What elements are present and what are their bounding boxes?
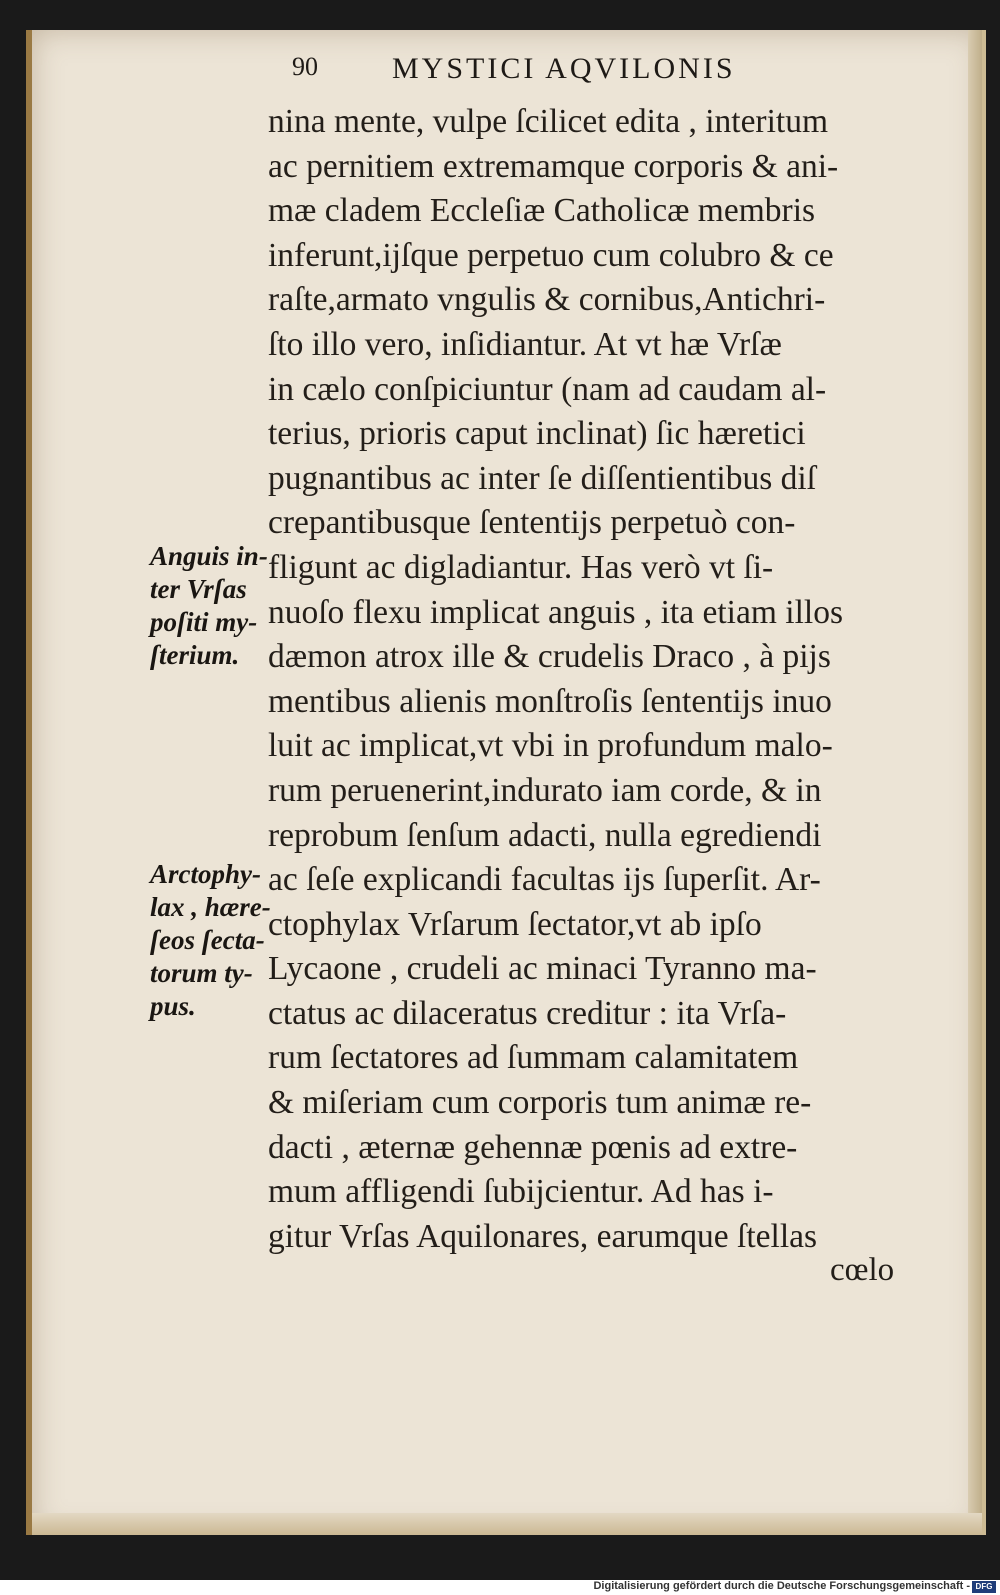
- marginal-line: Anguis in-: [150, 541, 268, 571]
- page-bottom-edge: [32, 1513, 982, 1535]
- text-line: ctophylax Vrſarum ſectator,vt ab ipſo: [268, 905, 762, 943]
- text-line: mæ cladem Eccleſiæ Catholicæ membris: [268, 192, 816, 230]
- text-line: inferunt,ijſque perpetuo cum colubro & ce: [268, 236, 834, 274]
- text-line: nuoſo flexu implicat anguis , ita etiam illos: [268, 593, 843, 631]
- marginal-line: ſterium.: [150, 640, 240, 670]
- marginal-note-anguis: [150, 540, 290, 672]
- text-line: reprobum ſenſum adacti, nulla egrediendi: [268, 816, 822, 854]
- running-head-title: MYSTICI AQVILONIS: [392, 52, 736, 85]
- text-line: Lycaone , crudeli ac minaci Tyranno ma-: [268, 950, 817, 988]
- text-line: pugnantibus ac inter ſe diſſentientibus diſ: [268, 459, 816, 497]
- text-line: fligunt ac digladiantur. Has verò vt ſi-: [268, 548, 774, 586]
- running-header: [292, 52, 852, 92]
- text-line: nina mente, vulpe ſcilicet edita , interitum: [268, 103, 829, 140]
- text-line: dacti , æternæ gehennæ pœnis ad extre-: [268, 1128, 798, 1166]
- main-text-block: [268, 100, 948, 1259]
- catchword: cœlo: [830, 1252, 895, 1288]
- text-line: & miſeriam cum corporis tum animæ re-: [268, 1084, 812, 1122]
- digitization-footer: [0, 1580, 1000, 1595]
- marginal-note-arctophylax: [150, 858, 290, 1023]
- text-line: ac ſeſe explicandi facultas ijs ſuperſit. Ar-: [268, 861, 821, 899]
- page-edge: [968, 30, 982, 1535]
- text-line: gitur Vrſas Aquilonares, earumque ſtellas: [268, 1217, 818, 1255]
- text-line: rum peruenerint,indurato iam corde, & in: [268, 771, 822, 809]
- marginal-line: poſiti my-: [150, 607, 258, 637]
- text-line: raſte,armato vngulis & cornibus,Antichri-: [268, 281, 826, 319]
- text-line: in cælo conſpiciuntur (nam ad caudam al-: [268, 370, 827, 408]
- marginal-line: ſeos ſecta-: [150, 925, 265, 955]
- page-number: 90: [292, 52, 318, 81]
- text-line: dæmon atrox ille & crudelis Draco , à pijs: [268, 638, 831, 676]
- text-line: rum ſectatores ad ſummam calamitatem: [268, 1039, 799, 1077]
- marginal-line: lax , hære-: [150, 892, 271, 922]
- marginal-line: Arctophy-: [150, 859, 261, 889]
- text-line: mentibus alienis monſtroſis ſententijs inuo: [268, 682, 832, 720]
- text-line: luit ac implicat,vt vbi in profundum malo-: [268, 727, 833, 765]
- text-line: terius, prioris caput inclinat) ſic hæretici: [268, 415, 806, 453]
- marginal-line: torum ty-: [150, 958, 253, 988]
- marginal-line: pus.: [150, 991, 196, 1021]
- text-line: ctatus ac dilaceratus creditur : ita Vrſa-: [268, 994, 787, 1032]
- dfg-logo-icon: DFG: [972, 1581, 996, 1593]
- funding-credit: Digitalisierung gefördert durch die Deutsche Forschungsgemeinschaft -: [593, 1580, 970, 1592]
- text-line: mum affligendi ſubijcientur. Ad has i-: [268, 1173, 774, 1211]
- text-line: ac pernitiem extremamque corporis & ani-: [268, 147, 839, 185]
- marginal-line: ter Vrſas: [150, 574, 247, 604]
- text-line: ſto illo vero, inſidiantur. At vt hæ Vrſæ: [268, 325, 782, 363]
- text-line: crepantibusque ſententijs perpetuò con-: [268, 504, 796, 542]
